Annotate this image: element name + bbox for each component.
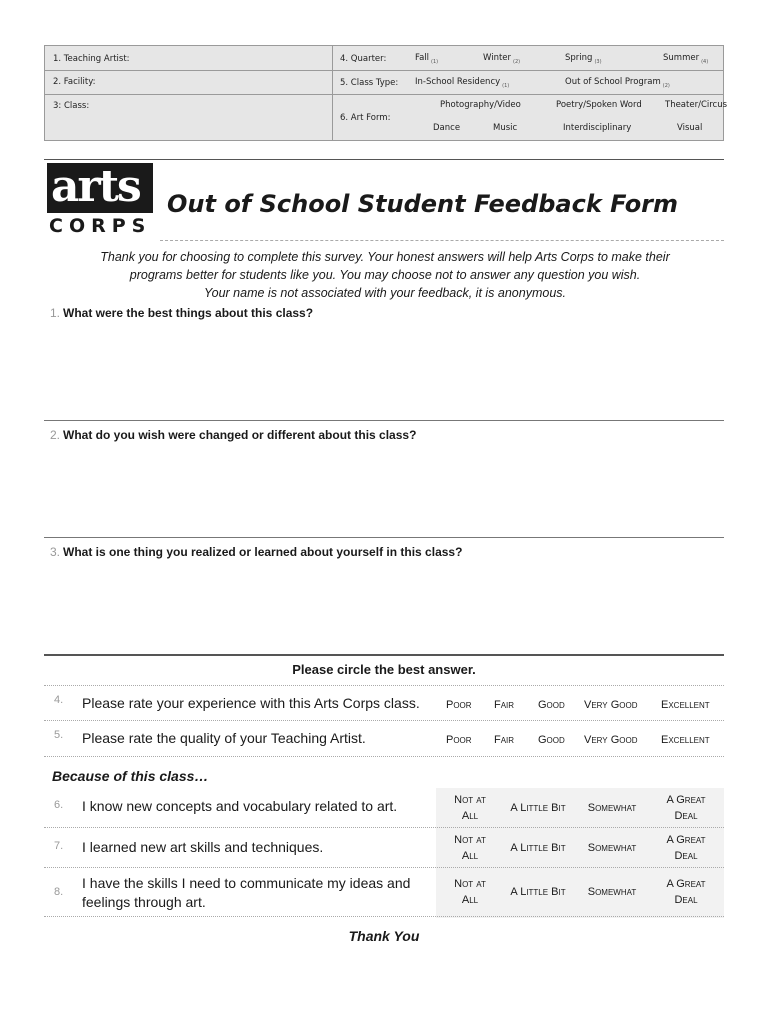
- row-number: 8.: [54, 886, 64, 898]
- because-heading: Because of this class…: [52, 768, 209, 784]
- divider: [44, 159, 724, 160]
- quarter-option[interactable]: Spring $_{(3)}$: [565, 53, 602, 65]
- rating-option[interactable]: Fair: [494, 734, 515, 746]
- page-title: Out of School Student Feedback Form: [167, 190, 679, 218]
- agreement-option[interactable]: Somewhat: [587, 802, 637, 814]
- divider: [44, 916, 724, 917]
- rating-option[interactable]: Fair: [494, 699, 515, 711]
- agreement-option[interactable]: Not at All: [454, 794, 486, 822]
- class-type-option[interactable]: In-School Residency $_{(1)}$: [415, 77, 510, 89]
- art-form-option[interactable]: Music: [493, 123, 518, 133]
- agreement-prompt: I have the skills I need to communicate my ideas and feelings through art.: [82, 875, 411, 910]
- divider: [44, 867, 724, 868]
- agreement-option[interactable]: Somewhat: [587, 886, 637, 898]
- quarter-option[interactable]: Winter $_{(2)}$: [483, 53, 521, 65]
- divider: [44, 720, 724, 721]
- art-form-option[interactable]: Photography/Video: [440, 100, 521, 110]
- rating-option[interactable]: Excellent: [661, 699, 710, 711]
- art-form-label: 6. Art Form:: [340, 113, 391, 123]
- rating-option[interactable]: Good: [538, 699, 565, 711]
- intro-line: Thank you for choosing to complete this survey. Your honest answers will help Arts Corps to make their: [100, 250, 670, 264]
- circle-instruction: Please circle the best answer.: [292, 662, 476, 677]
- art-form-option[interactable]: Dance: [433, 123, 461, 133]
- class-type-option[interactable]: Out of School Program $_{(2)}$: [565, 77, 670, 89]
- row-number: 4.: [54, 694, 64, 706]
- intro-line: programs better for students like you. You may choose not to answer any question you wish.: [129, 268, 641, 282]
- quarter-option[interactable]: Fall $_{(1)}$: [415, 53, 439, 65]
- art-form-option[interactable]: Visual: [677, 123, 703, 133]
- question-1: 1. What were the best things about this class?: [50, 306, 314, 320]
- logo-wordmark-top: arts: [51, 161, 140, 212]
- agreement-option[interactable]: A Little Bit: [510, 886, 566, 898]
- agreement-prompt: I learned new art skills and techniques.: [82, 839, 324, 855]
- divider: [160, 240, 724, 241]
- facility-field[interactable]: 2. Facility:: [53, 77, 96, 87]
- row-number: 6.: [54, 799, 64, 811]
- closing-text: Thank You: [348, 928, 420, 944]
- question-3: 3. What is one thing you realized or learned about yourself in this class?: [50, 545, 463, 559]
- agreement-option[interactable]: A Great Deal: [666, 878, 706, 906]
- agreement-option[interactable]: Not at All: [454, 878, 486, 906]
- rating-prompt: Please rate your experience with this Arts Corps class.: [82, 695, 420, 711]
- rating-option[interactable]: Very Good: [584, 734, 638, 746]
- agreement-prompt: I know new concepts and vocabulary related to art.: [82, 798, 398, 814]
- rating-prompt: Please rate the quality of your Teaching Artist.: [82, 730, 366, 746]
- arts-corps-logo: [47, 163, 155, 237]
- class-info-table: [44, 45, 728, 141]
- question-2: 2. What do you wish were changed or different about this class?: [50, 428, 417, 442]
- divider: [44, 827, 724, 828]
- art-form-option[interactable]: Interdisciplinary: [563, 123, 632, 133]
- art-form-option[interactable]: Theater/Circus: [665, 100, 728, 110]
- answer-area-2-bottom[interactable]: [44, 537, 724, 538]
- quarter-label: 4. Quarter:: [340, 54, 387, 64]
- rating-option[interactable]: Good: [538, 734, 565, 746]
- agreement-option[interactable]: A Little Bit: [510, 842, 566, 854]
- agreement-option[interactable]: A Great Deal: [666, 794, 706, 822]
- row-number: 7.: [54, 840, 64, 852]
- logo-wordmark-bottom: CORPS: [49, 215, 152, 237]
- rating-option[interactable]: Poor: [446, 734, 472, 746]
- agreement-option[interactable]: A Little Bit: [510, 802, 566, 814]
- table-divider: [45, 70, 723, 71]
- quarter-option[interactable]: Summer $_{(4)}$: [663, 53, 709, 65]
- table-divider: [45, 94, 723, 95]
- class-type-label: 5. Class Type:: [340, 78, 399, 88]
- agreement-option[interactable]: Not at All: [454, 834, 486, 862]
- rating-option[interactable]: Very Good: [584, 699, 638, 711]
- class-field[interactable]: 3: Class:: [53, 101, 90, 111]
- art-form-option[interactable]: Poetry/Spoken Word: [556, 100, 642, 110]
- intro-line: Your name is not associated with your feedback, it is anonymous.: [204, 286, 566, 300]
- teaching-artist-field[interactable]: 1. Teaching Artist:: [53, 54, 130, 64]
- divider: [44, 685, 724, 686]
- rating-option[interactable]: Poor: [446, 699, 472, 711]
- agreement-option[interactable]: A Great Deal: [666, 834, 706, 862]
- answer-area-1-bottom[interactable]: [44, 420, 724, 421]
- divider: [44, 756, 724, 757]
- answer-area-3-bottom[interactable]: [44, 654, 724, 656]
- rating-option[interactable]: Excellent: [661, 734, 710, 746]
- agreement-option[interactable]: Somewhat: [587, 842, 637, 854]
- row-number: 5.: [54, 729, 64, 741]
- intro-text: [60, 248, 710, 302]
- table-divider: [332, 46, 333, 140]
